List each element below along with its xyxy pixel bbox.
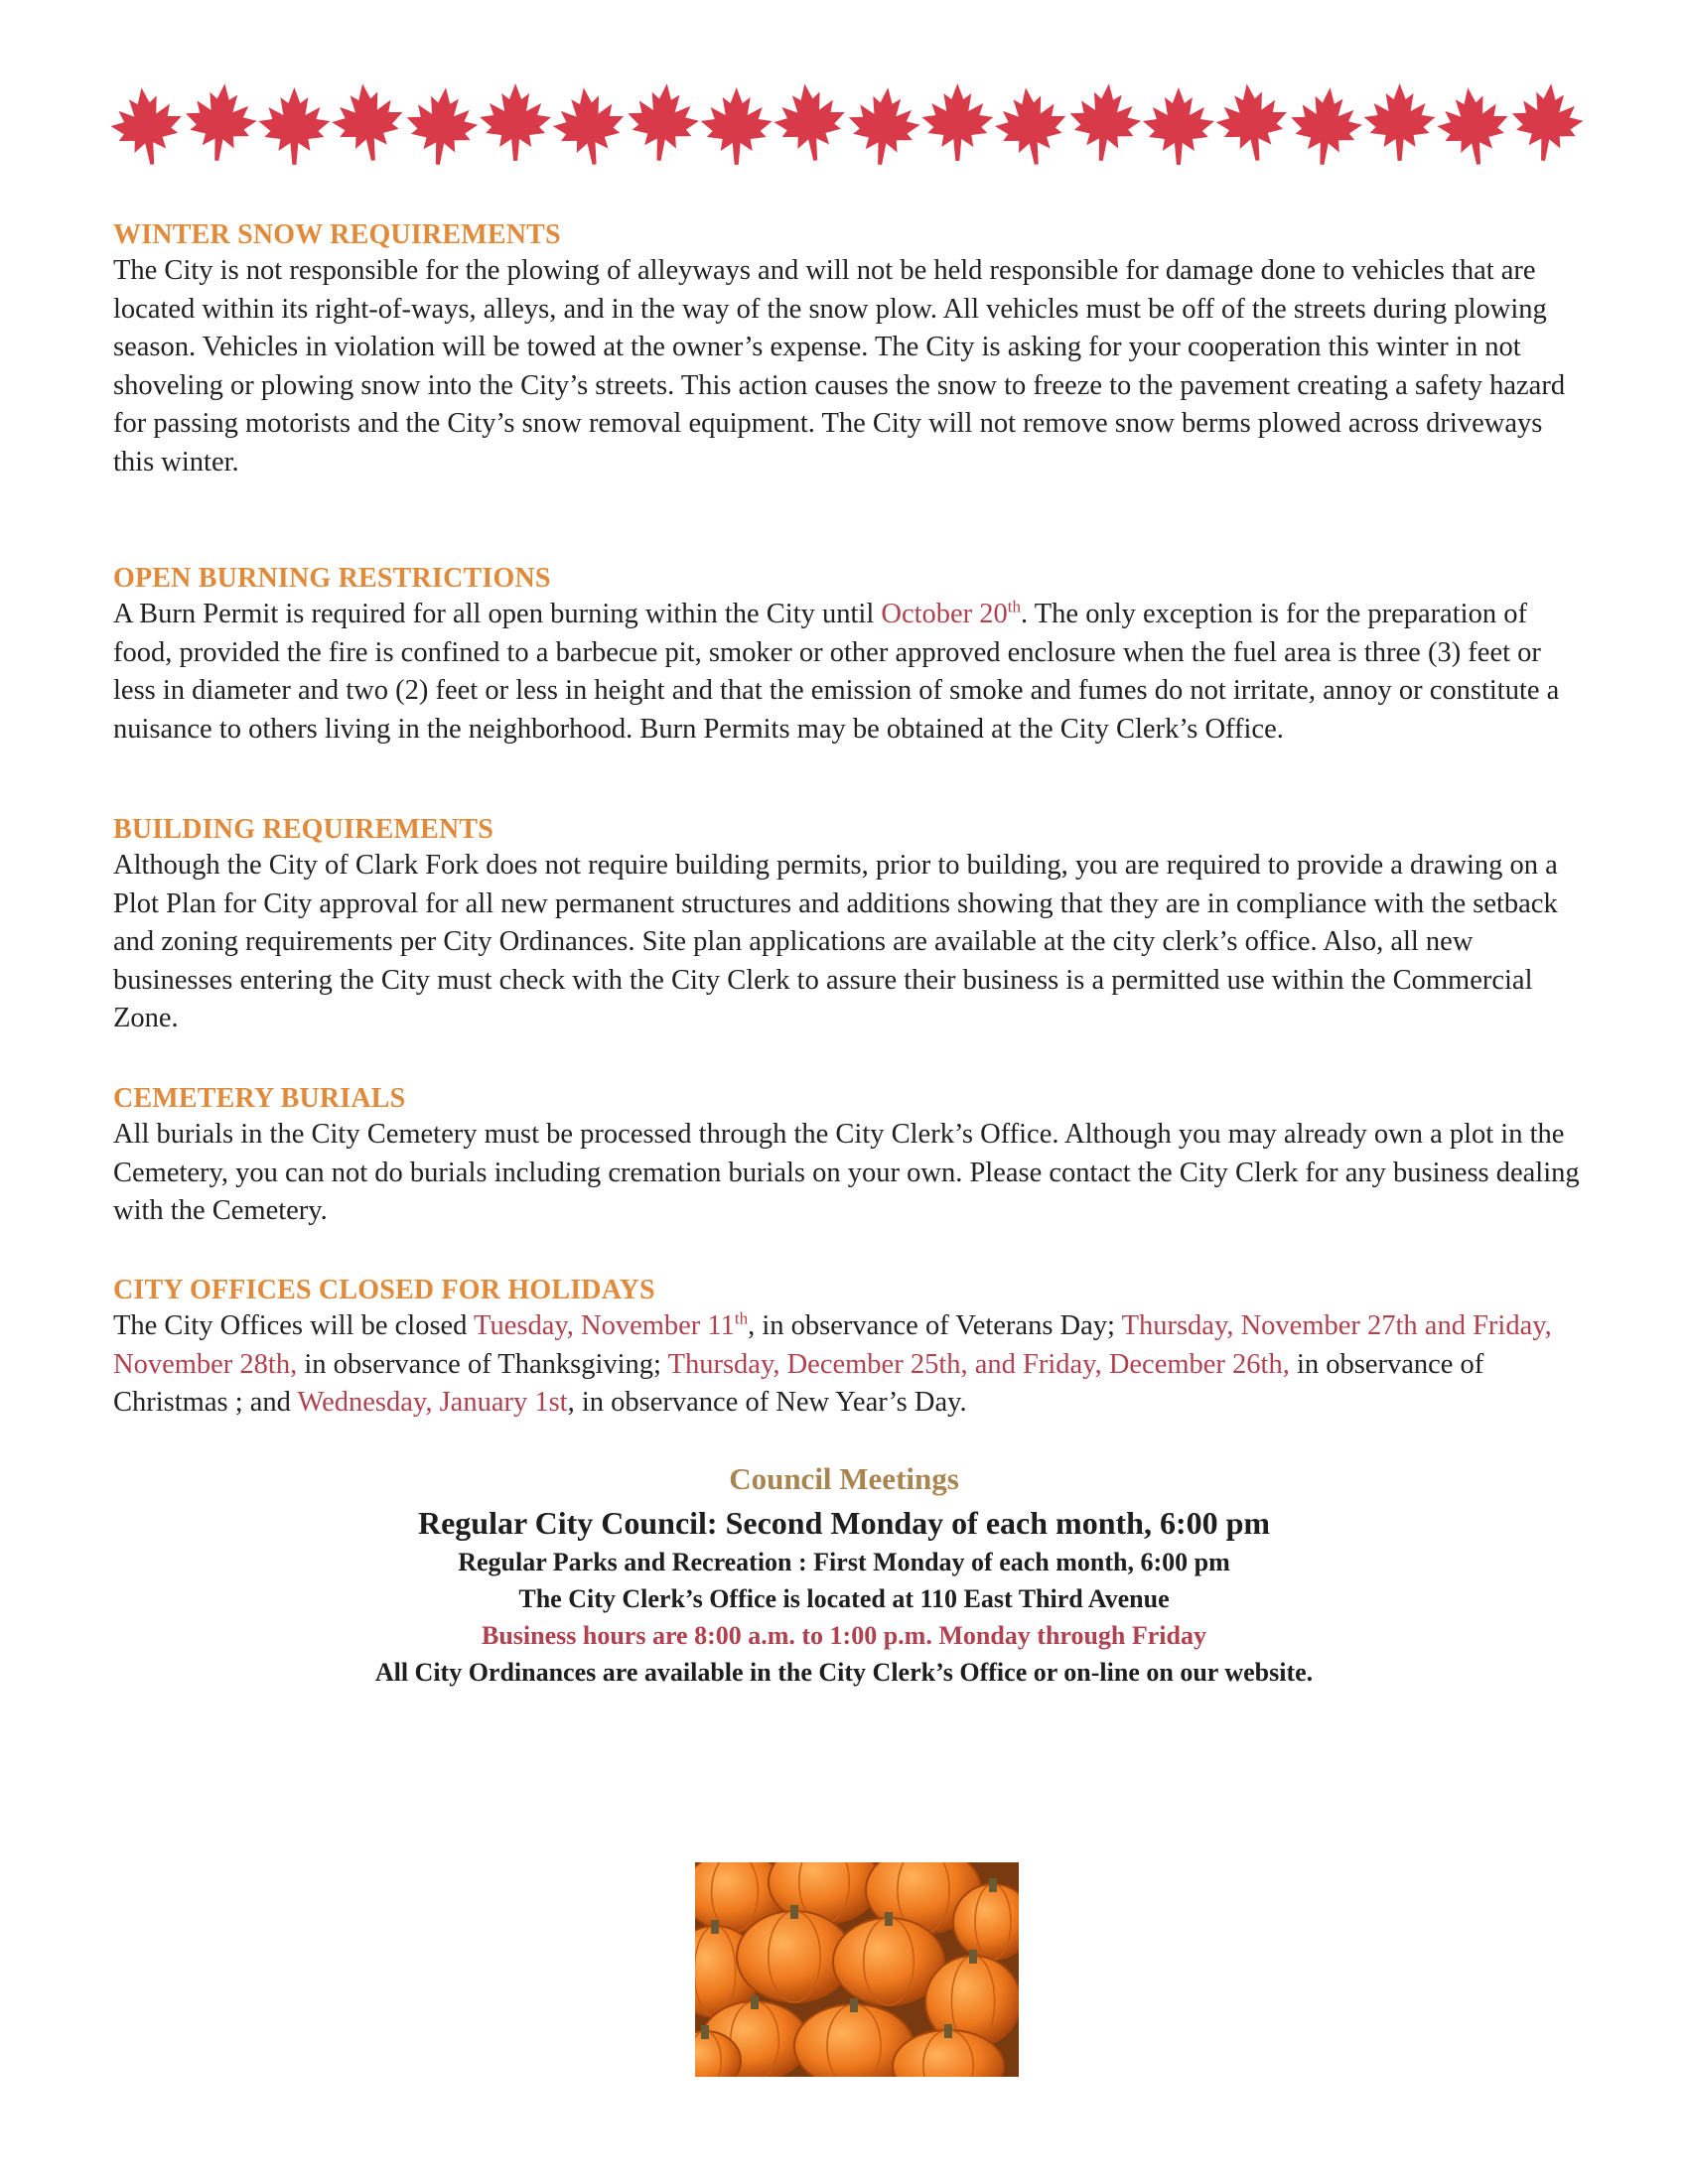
maple-leaf-icon <box>327 78 408 165</box>
open-burning-body <box>113 596 1583 749</box>
maple-leaf-icon <box>1433 82 1514 169</box>
holidays-text-1: The City Offices will be closed <box>113 1310 475 1341</box>
maple-leaf-icon <box>1211 78 1293 165</box>
open-burning-heading: OPEN BURNING RESTRICTIONS <box>113 563 551 594</box>
christmas-dates: Thursday, December 25th, and Friday, December 26th, <box>667 1348 1290 1380</box>
maple-leaf-icon <box>258 87 330 165</box>
holidays-text-4: in observance of Christmas ; and <box>113 1348 1484 1418</box>
new-year-date: Wednesday, January 1st <box>297 1387 568 1418</box>
winter-snow-body: The City is not responsible for the plowing of alleyways and will not be held responsible for damage done to vehicles that are located within its right-of-ways, alleys, and in the way of the snow plow. All vehicles must be off of the streets during plowing season. Vehicles in violation will be towed at the owner’s expense. The City is asking for your cooperation this winter in not shoveling or plowing snow into the City’s streets. This action causes the snow to freeze to the pavement creating a safety hazard for passing motorists and the City’s snow removal equipment. The City will not remove snow berms plowed across driveways this winter. <box>113 255 1566 478</box>
maple-leaf-icon <box>990 82 1071 169</box>
maple-leaf-border <box>107 73 1587 183</box>
maple-leaf-icon <box>844 83 923 168</box>
thanksgiving-dates: Thursday, November 27th and Friday, November 28th, <box>113 1310 1552 1380</box>
holidays-text-3: in observance of Thanksgiving; <box>297 1348 668 1380</box>
regular-council-line: Regular City Council: Second Monday of each month, 6:00 pm <box>417 1505 1271 1541</box>
building-heading: BUILDING REQUIREMENTS <box>113 814 494 845</box>
maple-leaf-icon <box>181 79 260 164</box>
parks-recreation-line: Regular Parks and Recreation : First Monday of each month, 6:00 pm <box>458 1548 1230 1576</box>
maple-leaf-icon <box>402 83 482 168</box>
cemetery-section <box>113 1082 1583 1231</box>
veterans-day-sup: th <box>734 1308 749 1328</box>
business-hours: Business hours are 8:00 a.m. to 1:00 p.m. Monday through Friday <box>482 1621 1206 1650</box>
burning-date-text: October 20 <box>881 599 1008 629</box>
veterans-day-date <box>474 1310 748 1341</box>
maple-leaf-icon <box>548 82 630 169</box>
maple-leaf-icon <box>1065 79 1145 164</box>
burning-date <box>881 599 1021 629</box>
ordinances-availability: All City Ordinances are available in the City Clerk’s Office or on-line on our website. <box>374 1658 1314 1687</box>
maple-leaf-icon <box>624 79 703 164</box>
cemetery-body: All burials in the City Cemetery must be processed through the City Clerk’s Office. Although you may already own a plot in the Cemetery, you can not do burials including cremation burials on your own. Please contact the City Clerk for any business dealing with the Cemetery. <box>113 1119 1580 1226</box>
winter-snow-section <box>113 218 1583 481</box>
maple-leaf-icon <box>770 78 851 165</box>
maple-leaf-icon <box>701 87 773 165</box>
burning-text-2: . The only exception is for the preparation of food, provided the fire is confined to a barbecue pit, smoker or other approved enclosure when the fuel area is three (3) feet or less in diameter and two (2) feet or less in height and that the emission of smoke and fumes do not irritate, annoy or constitute a nuisance to others living in the neighborhood. Burn Permits may be obtained at the City Clerk’s Office. <box>113 599 1560 745</box>
maple-leaf-icon <box>480 83 551 161</box>
winter-snow-heading: WINTER SNOW REQUIREMENTS <box>113 219 561 250</box>
burning-text-1: A Burn Permit is required for all open burning within the City until <box>113 599 882 629</box>
pumpkins-photo <box>695 1862 1019 2077</box>
council-meetings-title: Council Meetings <box>729 1461 959 1496</box>
maple-leaf-icon <box>1507 79 1587 164</box>
holidays-text-2: , in observance of Veterans Day; <box>748 1310 1122 1341</box>
burning-date-sup: th <box>1007 597 1022 616</box>
maple-leaf-icon <box>1143 87 1214 165</box>
cemetery-heading: CEMETERY BURIALS <box>113 1083 406 1114</box>
holidays-section <box>113 1274 1583 1423</box>
maple-leaf-icon <box>1287 83 1366 168</box>
open-burning-section <box>113 562 1583 749</box>
maple-leaf-icon <box>921 83 993 161</box>
maple-leaf-icon <box>107 82 188 169</box>
holidays-body <box>113 1307 1583 1423</box>
veterans-day-date-text: Tuesday, November 11 <box>474 1310 735 1341</box>
holidays-text-5: , in observance of New Year’s Day. <box>567 1387 967 1418</box>
clerk-office-address: The City Clerk’s Office is located at 110 East Third Avenue <box>518 1584 1170 1613</box>
building-body: Although the City of Clark Fork does not require building permits, prior to building, you are required to provide a drawing on a Plot Plan for City approval for all new permanent structures and additions showing that they are in compliance with the setback and zoning requirements per City Ordinances. Site plan applications are available at the city clerk’s office. Also, all new businesses entering the City must check with the City Clerk to assure their business is a permitted use within the Commercial Zone. <box>113 850 1558 1033</box>
holidays-heading: CITY OFFICES CLOSED FOR HOLIDAYS <box>113 1275 655 1305</box>
building-section <box>113 813 1583 1038</box>
maple-leaf-icon <box>1364 83 1436 161</box>
